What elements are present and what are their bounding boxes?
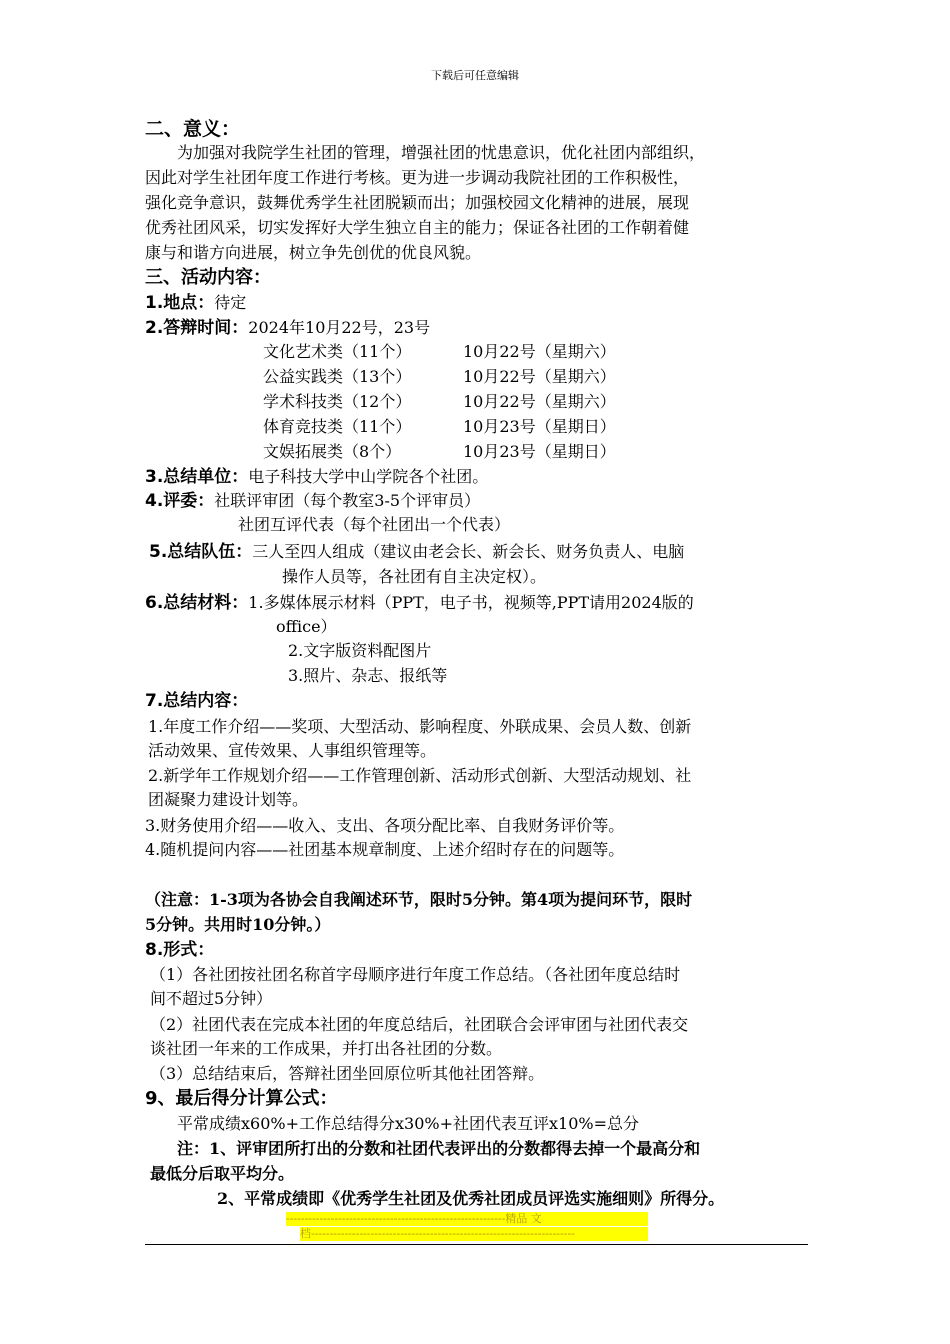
schedule-date: 10月22号（星期六）	[463, 342, 616, 361]
schedule-date: 10月23号（星期日）	[463, 417, 616, 436]
paragraph-line: 优秀社团风采，切实发挥好大学生独立自主的能力；保证各社团的工作朝着健	[145, 218, 690, 237]
score-formula: 平常成绩x60%+工作总结得分x30%+社团代表互评x10%=总分	[177, 1114, 639, 1133]
time-row	[145, 317, 430, 339]
page-header: 下载后可任意编辑	[431, 69, 519, 82]
judge-label: 4.评委：	[145, 491, 215, 511]
form-line: （3）总结结束后，答辩社团坐回原位听其他社团答辩。	[150, 1064, 545, 1083]
score-label: 9、最后得分计算公式：	[145, 1088, 338, 1109]
content-line: 活动效果、宣传效果、人事组织管理等。	[148, 741, 437, 760]
team-value-2: 操作人员等，各社团有自主决定权）。	[282, 567, 547, 586]
schedule-date: 10月22号（星期六）	[463, 367, 616, 386]
material-label: 6.总结材料：	[145, 593, 249, 613]
schedule-category: 文化艺术类（11个）	[263, 342, 412, 361]
unit-value: 电子科技大学中山学院各个社团。	[248, 467, 489, 486]
note-line: 5分钟。共用时10分钟。）	[145, 915, 331, 934]
schedule-date: 10月22号（星期六）	[463, 392, 616, 411]
team-value: 三人至四人组成（建议由老会长、新会长、财务负责人、电脑	[252, 542, 685, 561]
material-value-4: 3.照片、杂志、报纸等	[288, 666, 448, 685]
unit-row	[145, 466, 488, 488]
place-row	[145, 292, 246, 314]
content-line: 2.新学年工作规划介绍——工作管理创新、活动形式创新、大型活动规划、社	[148, 766, 692, 785]
score-note-line: 注：1、评审团所打出的分数和社团代表评出的分数都得去掉一个最高分和	[177, 1139, 701, 1158]
judge-value: 社联评审团（每个教室3-5个评审员）	[214, 491, 481, 510]
content-line: 1.年度工作介绍——奖项、大型活动、影响程度、外联成果、会员人数、创新	[148, 717, 692, 736]
section-title-significance: 二、意义：	[145, 118, 241, 140]
team-row	[149, 541, 684, 563]
place-value: 待定	[214, 293, 247, 312]
form-label: 8.形式：	[145, 940, 215, 960]
unit-label: 3.总结单位：	[145, 467, 249, 487]
section-title-activity: 三、活动内容：	[145, 267, 271, 288]
footer-watermark-line: 档-----------------------------------------------------------------------	[300, 1227, 648, 1241]
schedule-category: 学术科技类（12个）	[263, 392, 412, 411]
form-line: （2）社团代表在完成本社团的年度总结后，社团联合会评审团与社团代表交	[150, 1015, 689, 1034]
material-value-3: 2.文字版资料配图片	[288, 641, 432, 660]
schedule-category: 文娱拓展类（8个）	[263, 442, 402, 461]
paragraph-line: 为加强对我院学生社团的管理，增强社团的忧患意识，优化社团内部组织，	[177, 143, 706, 162]
material-row	[145, 592, 694, 614]
score-note-line: 最低分后取平均分。	[150, 1164, 295, 1183]
content-label: 7.总结内容：	[145, 691, 249, 711]
paragraph-line: 因此对学生社团年度工作进行考核。更为进一步调动我院社团的工作积极性，	[145, 168, 690, 187]
footer-divider	[145, 1244, 808, 1245]
content-line: 团凝聚力建设计划等。	[148, 790, 309, 809]
judge-row	[145, 490, 480, 512]
note-line: （注意：1-3项为各协会自我阐述环节，限时5分钟。第4项为提问环节，限时	[145, 890, 693, 909]
material-value-2: office）	[276, 617, 337, 636]
form-line: 谈社团一年来的工作成果，并打出各社团的分数。	[150, 1039, 503, 1058]
schedule-date: 10月23号（星期日）	[463, 442, 616, 461]
place-label: 1.地点：	[145, 293, 215, 313]
time-value: 2024年10月22号，23号	[248, 318, 431, 337]
form-line: （1）各社团按社团名称首字母顺序进行年度工作总结。（各社团年度总结时	[150, 965, 681, 984]
score-note-line: 2、平常成绩即《优秀学生社团及优秀社团成员评选实施细则》所得分。	[217, 1189, 725, 1208]
footer-watermark-line: -----------------------------------------------------------精品 文	[286, 1212, 648, 1226]
material-value: 1.多媒体展示材料（PPT，电子书，视频等,PPT请用2024版的	[248, 593, 694, 612]
judge-value-2: 社团互评代表（每个社团出一个代表）	[238, 515, 511, 534]
content-line: 3.财务使用介绍——收入、支出、各项分配比率、自我财务评价等。	[145, 816, 625, 835]
paragraph-line: 康与和谐方向进展，树立争先创优的优良风貌。	[145, 243, 482, 262]
time-label: 2.答辩时间：	[145, 318, 249, 338]
schedule-category: 公益实践类（13个）	[263, 367, 412, 386]
team-label: 5.总结队伍：	[149, 542, 253, 562]
schedule-category: 体育竞技类（11个）	[263, 417, 412, 436]
form-line: 间不超过5分钟）	[150, 989, 273, 1008]
paragraph-line: 强化竞争意识，鼓舞优秀学生社团脱颖而出；加强校园文化精神的进展，展现	[145, 193, 690, 212]
content-line: 4.随机提问内容——社团基本规章制度、上述介绍时存在的问题等。	[145, 840, 625, 859]
